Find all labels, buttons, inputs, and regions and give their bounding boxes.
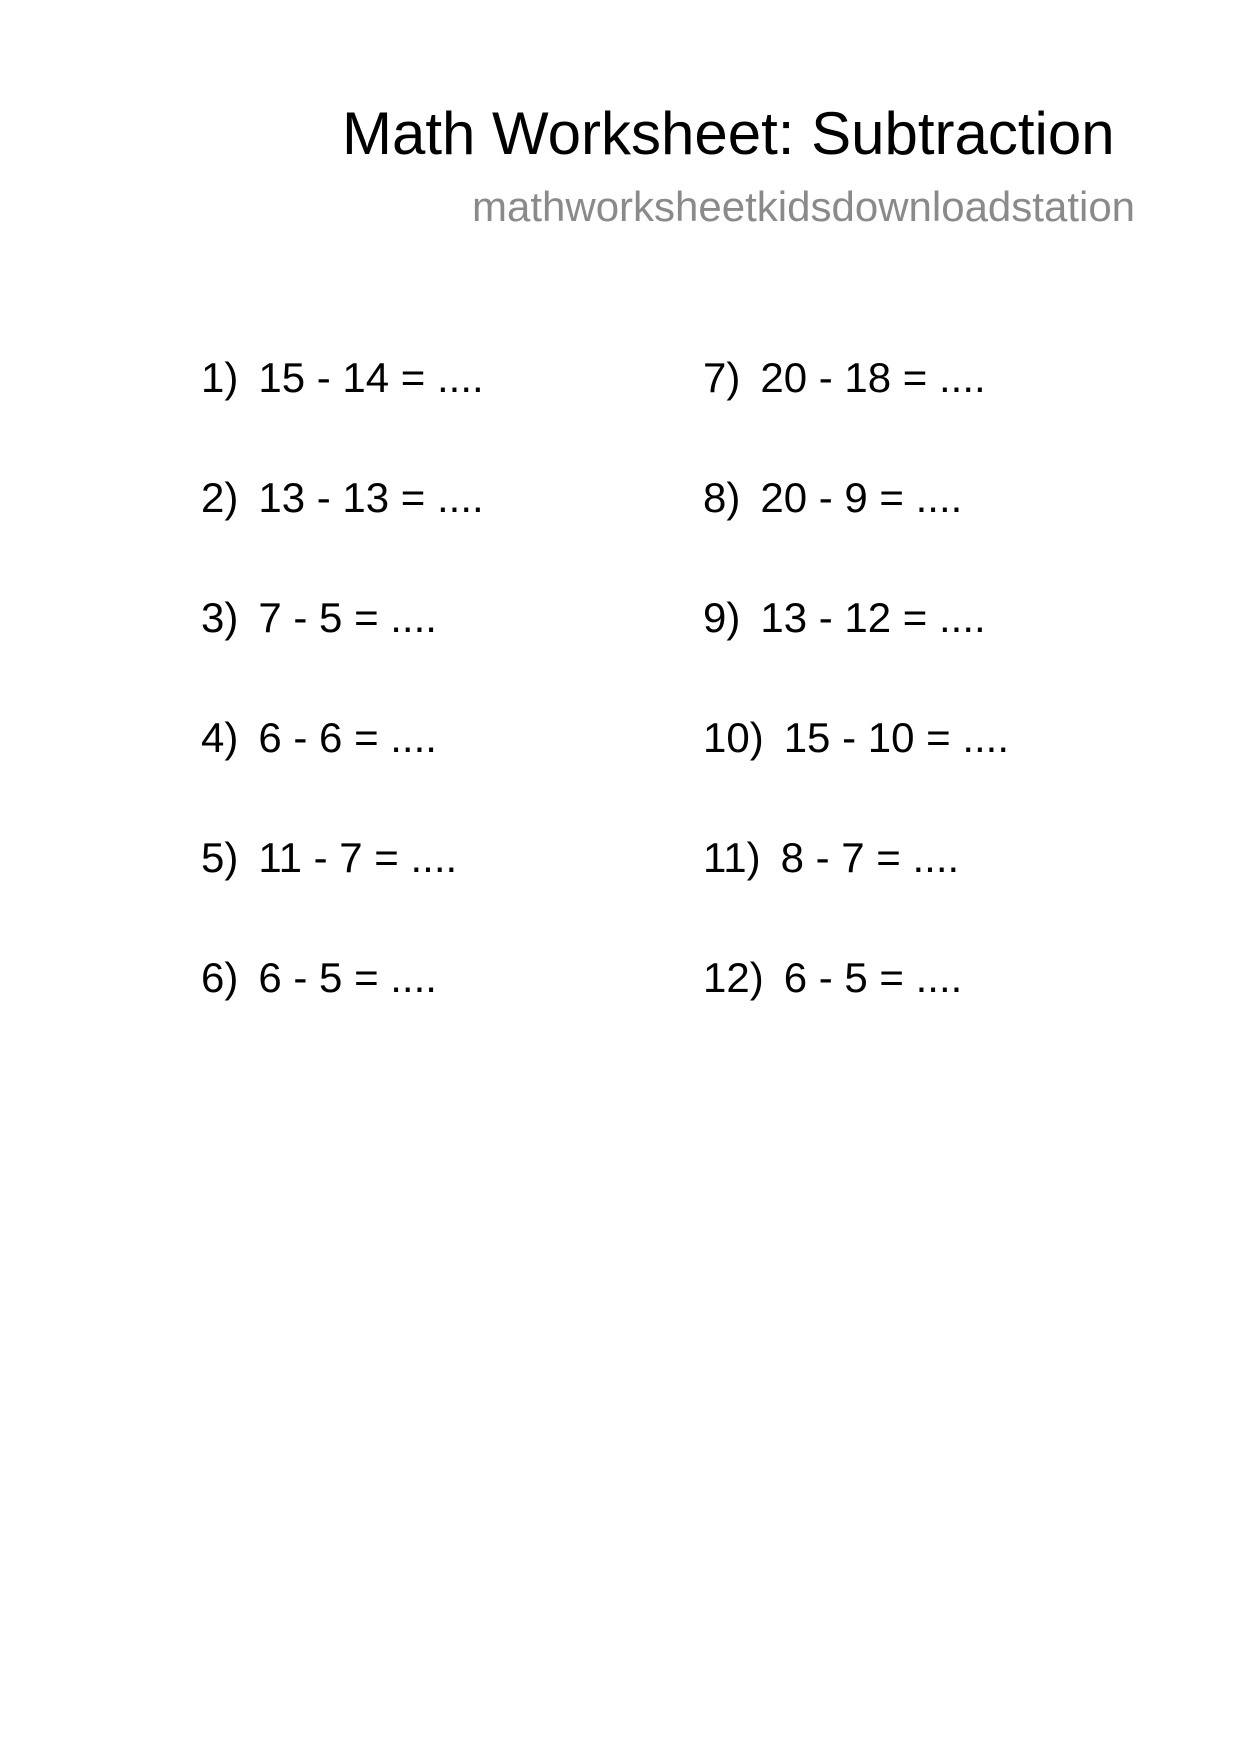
problem-number: 1): [201, 354, 239, 401]
problem-item: [703, 588, 1123, 708]
problem-item: [703, 348, 1123, 468]
problem-number: 8): [703, 474, 741, 521]
problem-number: 4): [201, 714, 239, 761]
problem-expression: 11 - 7 = ....: [258, 834, 458, 881]
problem-number: 9): [703, 594, 741, 641]
problem-number: 2): [201, 474, 239, 521]
problem-item: [703, 468, 1123, 588]
left-problem-column: [201, 348, 621, 1068]
problem-expression: 6 - 6 = ....: [258, 714, 437, 761]
problem-item: [201, 828, 621, 948]
problem-expression: 13 - 12 = ....: [760, 594, 986, 641]
problem-expression: 6 - 5 = ....: [783, 954, 963, 1001]
problem-expression: 6 - 5 = ....: [258, 954, 437, 1001]
problem-number: 10): [703, 714, 764, 761]
problem-number: 11): [703, 834, 761, 881]
problem-number: 5): [201, 834, 239, 881]
problem-item: [201, 588, 621, 708]
problem-expression: 15 - 14 = ....: [258, 354, 484, 401]
problem-expression: 20 - 9 = ....: [760, 474, 963, 521]
page-title: Math Worksheet: Subtraction: [342, 100, 1115, 167]
problem-expression: 8 - 7 = ....: [780, 834, 960, 881]
problem-item: [703, 708, 1123, 828]
problem-expression: 15 - 10 = ....: [783, 714, 1010, 761]
problem-item: [201, 708, 621, 828]
problem-item: [703, 948, 1123, 1068]
problem-number: 12): [703, 954, 764, 1001]
problem-item: [703, 828, 1123, 948]
problem-number: 7): [703, 354, 741, 401]
problem-item: [201, 468, 621, 588]
problem-item: [201, 948, 621, 1068]
problem-item: [201, 348, 621, 468]
problem-number: 6): [201, 954, 239, 1001]
problem-number: 3): [201, 594, 239, 641]
problem-expression: 13 - 13 = ....: [258, 474, 484, 521]
site-subtitle: mathworksheetkidsdownloadstation: [472, 183, 1136, 230]
problem-expression: 7 - 5 = ....: [258, 594, 437, 641]
problem-expression: 20 - 18 = ....: [760, 354, 986, 401]
right-problem-column: [703, 348, 1123, 1068]
